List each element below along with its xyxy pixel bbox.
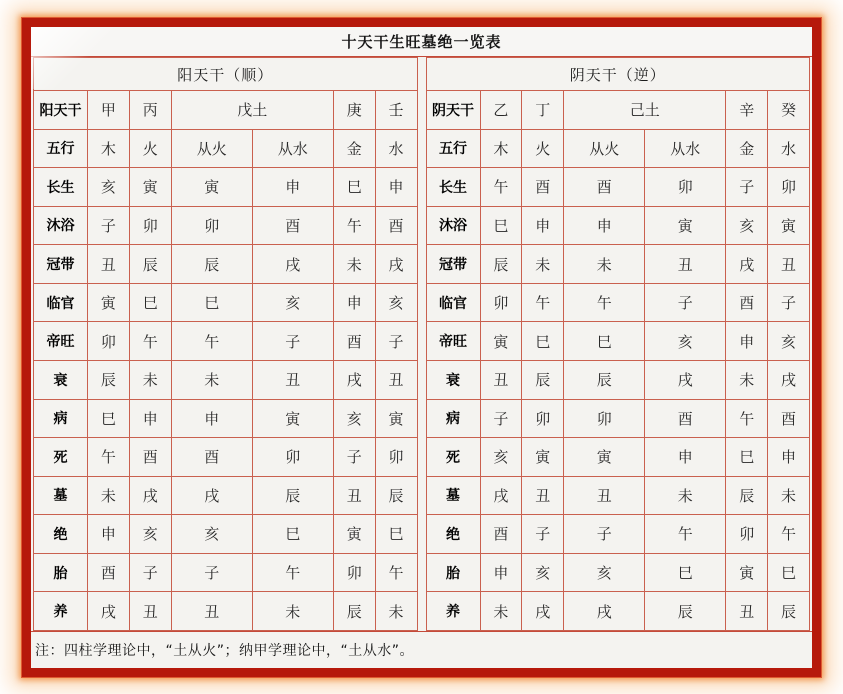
branch-cell: 丑	[171, 592, 252, 631]
stage-row	[426, 438, 810, 477]
stage-row	[34, 399, 418, 438]
stage-row	[426, 168, 810, 207]
yin-stems-table	[426, 57, 811, 631]
branch-cell: 亥	[645, 322, 726, 361]
stage-row	[34, 283, 418, 322]
row-label: 冠带	[426, 245, 480, 284]
branch-cell: 辰	[88, 360, 130, 399]
branch-cell: 寅	[564, 438, 645, 477]
branch-cell: 午	[375, 553, 417, 592]
branch-cell: 申	[129, 399, 171, 438]
branch-cell: 卯	[522, 399, 564, 438]
branch-cell: 丑	[645, 245, 726, 284]
branch-cell: 水	[375, 129, 417, 168]
stage-row	[426, 360, 810, 399]
branch-cell: 申	[564, 206, 645, 245]
branch-cell: 丑	[252, 360, 333, 399]
branch-cell: 戌	[333, 360, 375, 399]
branch-cell: 金	[333, 129, 375, 168]
branch-cell: 戌	[564, 592, 645, 631]
tables-container	[31, 57, 812, 631]
branch-cell: 戌	[129, 476, 171, 515]
yang-stems-table	[33, 57, 418, 631]
branch-cell: 酉	[375, 206, 417, 245]
branch-cell: 辰	[129, 245, 171, 284]
stage-row	[34, 476, 418, 515]
row-label: 绝	[426, 515, 480, 554]
branch-cell: 戌	[480, 476, 522, 515]
row-label: 病	[426, 399, 480, 438]
branch-cell: 卯	[768, 168, 810, 207]
branch-cell: 未	[645, 476, 726, 515]
branch-cell: 寅	[88, 283, 130, 322]
branch-cell: 未	[480, 592, 522, 631]
branch-cell: 申	[375, 168, 417, 207]
stage-row	[34, 438, 418, 477]
stem-cell: 壬	[375, 91, 417, 130]
branch-cell: 子	[375, 322, 417, 361]
stage-row	[426, 515, 810, 554]
row-label: 冠带	[34, 245, 88, 284]
stage-row	[426, 476, 810, 515]
branch-cell: 从火	[564, 129, 645, 168]
branch-cell: 申	[645, 438, 726, 477]
branch-cell: 水	[768, 129, 810, 168]
branch-cell: 巳	[171, 283, 252, 322]
branch-cell: 寅	[171, 168, 252, 207]
branch-cell: 酉	[480, 515, 522, 554]
branch-cell: 酉	[645, 399, 726, 438]
branch-cell: 戌	[88, 592, 130, 631]
branch-cell: 巳	[88, 399, 130, 438]
branch-cell: 巳	[645, 553, 726, 592]
branch-cell: 卯	[333, 553, 375, 592]
branch-cell: 辰	[645, 592, 726, 631]
branch-cell: 卯	[252, 438, 333, 477]
yang-table-body	[34, 91, 418, 631]
branch-cell: 巳	[375, 515, 417, 554]
branch-cell: 酉	[252, 206, 333, 245]
row-label: 墓	[34, 476, 88, 515]
branch-cell: 卯	[88, 322, 130, 361]
branch-cell: 子	[129, 553, 171, 592]
branch-cell: 从火	[171, 129, 252, 168]
branch-cell: 午	[564, 283, 645, 322]
branch-cell: 子	[645, 283, 726, 322]
branch-cell: 申	[171, 399, 252, 438]
stage-row	[34, 129, 418, 168]
row-label: 沐浴	[34, 206, 88, 245]
row-label: 五行	[426, 129, 480, 168]
branch-cell: 酉	[333, 322, 375, 361]
row-label: 阳天干	[34, 91, 88, 130]
branch-cell: 寅	[333, 515, 375, 554]
branch-cell: 卯	[375, 438, 417, 477]
branch-cell: 辰	[768, 592, 810, 631]
branch-cell: 子	[726, 168, 768, 207]
stem-cell: 乙	[480, 91, 522, 130]
row-label: 临官	[426, 283, 480, 322]
row-label: 死	[34, 438, 88, 477]
stem-cell: 戊土	[171, 91, 333, 130]
stem-cell: 甲	[88, 91, 130, 130]
branch-cell: 亥	[88, 168, 130, 207]
branch-cell: 辰	[564, 360, 645, 399]
row-label: 胎	[426, 553, 480, 592]
branch-cell: 子	[333, 438, 375, 477]
branch-cell: 辰	[522, 360, 564, 399]
stage-row	[34, 553, 418, 592]
row-label: 临官	[34, 283, 88, 322]
branch-cell: 未	[252, 592, 333, 631]
branch-cell: 木	[88, 129, 130, 168]
branch-cell: 寅	[252, 399, 333, 438]
row-label: 绝	[34, 515, 88, 554]
stage-row	[426, 399, 810, 438]
branch-cell: 丑	[375, 360, 417, 399]
branch-cell: 寅	[129, 168, 171, 207]
branch-cell: 辰	[171, 245, 252, 284]
branch-cell: 酉	[726, 283, 768, 322]
branch-cell: 巳	[480, 206, 522, 245]
branch-cell: 从水	[645, 129, 726, 168]
stage-row	[34, 168, 418, 207]
branch-cell: 戌	[375, 245, 417, 284]
stem-cell: 丁	[522, 91, 564, 130]
stage-row	[426, 206, 810, 245]
branch-cell: 卯	[129, 206, 171, 245]
branch-cell: 亥	[768, 322, 810, 361]
branch-cell: 亥	[375, 283, 417, 322]
branch-cell: 巳	[768, 553, 810, 592]
branch-cell: 丑	[726, 592, 768, 631]
stage-row	[34, 245, 418, 284]
stage-row	[34, 322, 418, 361]
branch-cell: 酉	[768, 399, 810, 438]
row-label: 胎	[34, 553, 88, 592]
stems-row	[34, 91, 418, 130]
yin-table-body	[426, 91, 810, 631]
branch-cell: 午	[726, 399, 768, 438]
branch-cell: 酉	[88, 553, 130, 592]
branch-cell: 亥	[333, 399, 375, 438]
row-label: 死	[426, 438, 480, 477]
branch-cell: 戌	[726, 245, 768, 284]
stems-row	[426, 91, 810, 130]
branch-cell: 戌	[645, 360, 726, 399]
branch-cell: 丑	[522, 476, 564, 515]
row-label: 帝旺	[426, 322, 480, 361]
branch-cell: 卯	[564, 399, 645, 438]
branch-cell: 亥	[171, 515, 252, 554]
row-label: 长生	[34, 168, 88, 207]
stage-row	[34, 360, 418, 399]
row-label: 长生	[426, 168, 480, 207]
branch-cell: 火	[129, 129, 171, 168]
branch-cell: 丑	[88, 245, 130, 284]
branch-cell: 子	[768, 283, 810, 322]
branch-cell: 巳	[333, 168, 375, 207]
branch-cell: 午	[171, 322, 252, 361]
branch-cell: 申	[480, 553, 522, 592]
branch-cell: 寅	[768, 206, 810, 245]
stage-row	[34, 206, 418, 245]
branch-cell: 卯	[171, 206, 252, 245]
branch-cell: 寅	[480, 322, 522, 361]
yang-header-row	[34, 58, 418, 91]
row-label: 衰	[426, 360, 480, 399]
stem-cell: 癸	[768, 91, 810, 130]
branch-cell: 申	[522, 206, 564, 245]
branch-cell: 午	[129, 322, 171, 361]
stem-cell: 己土	[564, 91, 726, 130]
branch-cell: 亥	[129, 515, 171, 554]
branch-cell: 辰	[252, 476, 333, 515]
branch-cell: 亥	[726, 206, 768, 245]
branch-cell: 辰	[375, 476, 417, 515]
branch-cell: 酉	[129, 438, 171, 477]
branch-cell: 未	[768, 476, 810, 515]
branch-cell: 巳	[564, 322, 645, 361]
yin-table-header: 阴天干（逆）	[426, 58, 810, 91]
branch-cell: 丑	[333, 476, 375, 515]
branch-cell: 丑	[564, 476, 645, 515]
branch-cell: 卯	[645, 168, 726, 207]
branch-cell: 卯	[726, 515, 768, 554]
branch-cell: 丑	[129, 592, 171, 631]
branch-cell: 午	[768, 515, 810, 554]
stage-row	[426, 553, 810, 592]
branch-cell: 亥	[480, 438, 522, 477]
branch-cell: 寅	[522, 438, 564, 477]
stem-cell: 庚	[333, 91, 375, 130]
branch-cell: 午	[645, 515, 726, 554]
stage-row	[426, 322, 810, 361]
branch-cell: 子	[171, 553, 252, 592]
row-label: 墓	[426, 476, 480, 515]
branch-cell: 申	[333, 283, 375, 322]
branch-cell: 亥	[522, 553, 564, 592]
yin-header-row	[426, 58, 810, 91]
branch-cell: 亥	[564, 553, 645, 592]
branch-cell: 从水	[252, 129, 333, 168]
branch-cell: 寅	[645, 206, 726, 245]
branch-cell: 寅	[726, 553, 768, 592]
branch-cell: 子	[522, 515, 564, 554]
table-frame	[22, 18, 821, 677]
branch-cell: 戌	[768, 360, 810, 399]
branch-cell: 未	[129, 360, 171, 399]
branch-cell: 酉	[522, 168, 564, 207]
branch-cell: 巳	[252, 515, 333, 554]
row-label: 病	[34, 399, 88, 438]
branch-cell: 戌	[522, 592, 564, 631]
branch-cell: 午	[480, 168, 522, 207]
stage-row	[426, 129, 810, 168]
stage-row	[426, 592, 810, 631]
branch-cell: 午	[522, 283, 564, 322]
row-label: 衰	[34, 360, 88, 399]
yang-table-header: 阳天干（顺）	[34, 58, 418, 91]
branch-cell: 未	[726, 360, 768, 399]
branch-cell: 未	[333, 245, 375, 284]
row-label: 养	[426, 592, 480, 631]
branch-cell: 未	[564, 245, 645, 284]
row-label: 养	[34, 592, 88, 631]
branch-cell: 未	[375, 592, 417, 631]
branch-cell: 寅	[375, 399, 417, 438]
branch-cell: 金	[726, 129, 768, 168]
row-label: 帝旺	[34, 322, 88, 361]
branch-cell: 子	[480, 399, 522, 438]
branch-cell: 亥	[252, 283, 333, 322]
branch-cell: 子	[564, 515, 645, 554]
branch-cell: 辰	[333, 592, 375, 631]
branch-cell: 子	[88, 206, 130, 245]
branch-cell: 辰	[726, 476, 768, 515]
branch-cell: 申	[252, 168, 333, 207]
branch-cell: 申	[726, 322, 768, 361]
row-label: 阴天干	[426, 91, 480, 130]
branch-cell: 巳	[522, 322, 564, 361]
branch-cell: 丑	[480, 360, 522, 399]
branch-cell: 未	[522, 245, 564, 284]
branch-cell: 戌	[171, 476, 252, 515]
branch-cell: 申	[768, 438, 810, 477]
branch-cell: 午	[333, 206, 375, 245]
footnote: 注：四柱学理论中，“土从火”；纳甲学理论中，“土从水”。	[31, 631, 812, 668]
branch-cell: 酉	[564, 168, 645, 207]
branch-cell: 申	[88, 515, 130, 554]
stem-cell: 丙	[129, 91, 171, 130]
branch-cell: 木	[480, 129, 522, 168]
branch-cell: 午	[88, 438, 130, 477]
stage-row	[34, 592, 418, 631]
row-label: 沐浴	[426, 206, 480, 245]
row-label: 五行	[34, 129, 88, 168]
branch-cell: 未	[88, 476, 130, 515]
branch-cell: 巳	[726, 438, 768, 477]
branch-cell: 戌	[252, 245, 333, 284]
branch-cell: 卯	[480, 283, 522, 322]
stage-row	[426, 283, 810, 322]
branch-cell: 酉	[171, 438, 252, 477]
branch-cell: 丑	[768, 245, 810, 284]
branch-cell: 子	[252, 322, 333, 361]
stage-row	[426, 245, 810, 284]
branch-cell: 火	[522, 129, 564, 168]
branch-cell: 未	[171, 360, 252, 399]
branch-cell: 巳	[129, 283, 171, 322]
branch-cell: 辰	[480, 245, 522, 284]
page-title: 十天干生旺墓绝一览表	[31, 27, 812, 57]
stem-cell: 辛	[726, 91, 768, 130]
stage-row	[34, 515, 418, 554]
branch-cell: 午	[252, 553, 333, 592]
